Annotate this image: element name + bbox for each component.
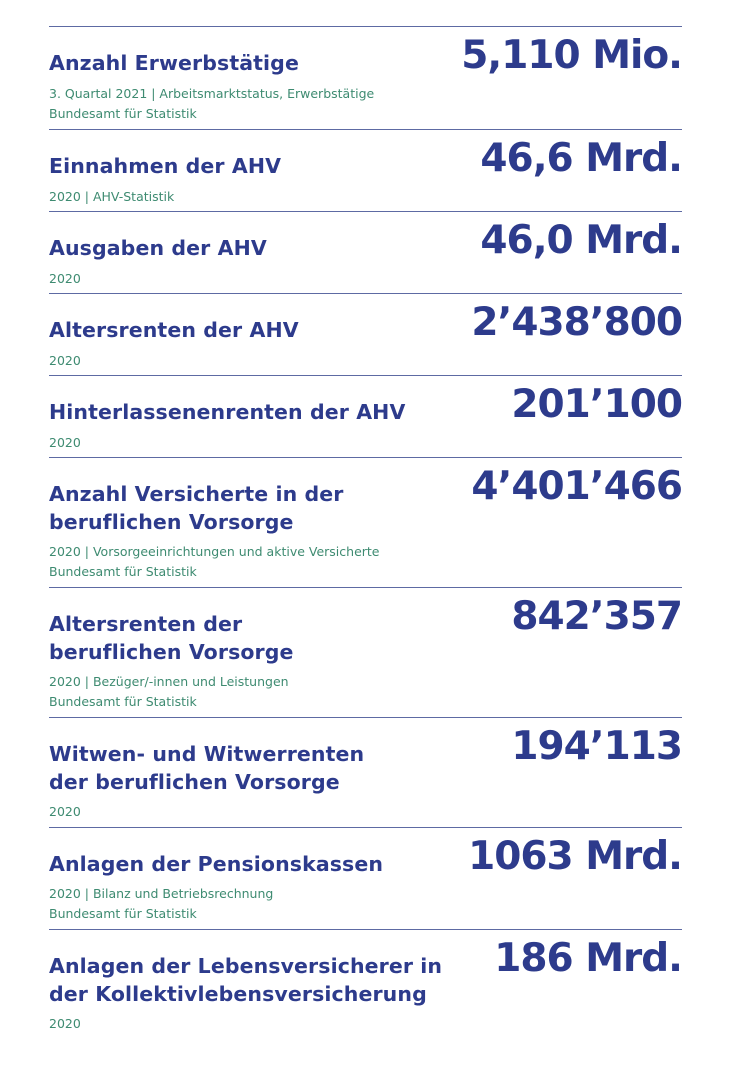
stat-source-line: 2020 | AHV-Statistik (49, 189, 175, 204)
stat-value: 4’401’466 (471, 464, 682, 509)
stat-label: Anlagen der Lebensversicherer in der Kollektivlebensversicherung (49, 954, 443, 1006)
stat-label: Altersrenten der AHV (49, 318, 299, 342)
stat-source-line: Bundesamt für Statistik (49, 105, 197, 121)
stat-source (49, 187, 489, 207)
stat-label: Altersrenten der beruflichen Vorsorge (49, 612, 294, 664)
stat-source-line: 2020 (49, 353, 81, 368)
stat-source-line: 2020 | Bezüger/-innen und Leistungen (49, 674, 289, 689)
stat-value: 46,6 Mrd. (480, 136, 682, 181)
stat-label: Hinterlassenenrenten der AHV (49, 400, 406, 424)
stat-source (49, 84, 489, 123)
stat-row-lebensversicherer-anlagen (49, 929, 682, 1039)
stat-source (49, 672, 489, 711)
stat-row-ahv-altersrenten (49, 293, 682, 375)
stat-source (49, 884, 489, 923)
stat-value: 842’357 (511, 594, 682, 639)
stat-row-ahv-ausgaben (49, 211, 682, 293)
stat-source-line: Bundesamt für Statistik (49, 905, 197, 921)
stat-source (49, 542, 489, 581)
stat-label: Ausgaben der AHV (49, 236, 267, 260)
stat-label: Anlagen der Pensionskassen (49, 852, 384, 876)
stat-source-line: Bundesamt für Statistik (49, 563, 197, 579)
stat-label: Anzahl Versicherte in der beruflichen Vorsorge (49, 482, 344, 534)
stat-value: 5,110 Mio. (461, 33, 682, 78)
stat-row-bv-versicherte (49, 457, 682, 587)
stat-value: 1063 Mrd. (468, 834, 682, 879)
stat-row-ahv-hinterlassenenrenten (49, 375, 682, 457)
stat-row-bv-altersrenten (49, 587, 682, 717)
stat-source-line: 2020 | Vorsorgeeinrichtungen und aktive Versicherte (49, 544, 380, 559)
stat-value: 194’113 (511, 724, 682, 769)
stat-label: Witwen- und Witwerrenten der beruflichen Vorsorge (49, 742, 365, 794)
stat-source-line: 3. Quartal 2021 | Arbeitsmarktstatus, Erwerbstätige (49, 86, 375, 101)
stat-source-line: 2020 (49, 271, 81, 286)
stat-source-line: 2020 (49, 435, 81, 450)
stat-source (49, 802, 489, 822)
stat-source (49, 351, 489, 371)
stat-source-line: 2020 | Bilanz und Betriebsrechnung (49, 886, 274, 901)
stat-value: 46,0 Mrd. (480, 218, 682, 263)
stat-label: Anzahl Erwerbstätige (49, 51, 299, 75)
stat-row-bv-witwenrenten (49, 717, 682, 827)
stat-source (49, 269, 489, 289)
stat-label: Einnahmen der AHV (49, 154, 282, 178)
stat-row-ahv-einnahmen (49, 129, 682, 211)
stat-source (49, 433, 489, 453)
stat-source-line: Bundesamt für Statistik (49, 693, 197, 709)
stat-source-line: 2020 (49, 804, 81, 819)
stat-value: 2’438’800 (471, 300, 682, 345)
stat-value: 186 Mrd. (494, 936, 682, 981)
stat-row-pensionskassen-anlagen (49, 827, 682, 929)
stat-source-line: 2020 (49, 1016, 81, 1031)
stat-row-erwerbstaetige (49, 26, 682, 129)
stat-value: 201’100 (511, 382, 682, 427)
stat-source (49, 1014, 489, 1034)
